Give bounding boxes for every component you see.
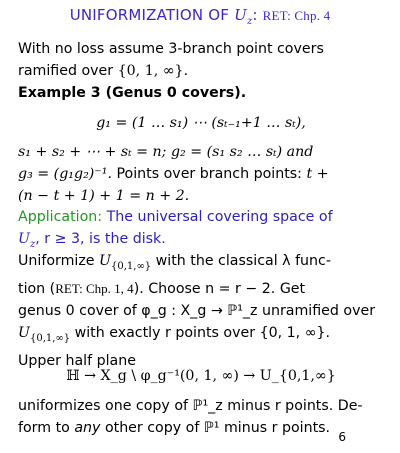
title-math: $U_z$ <box>234 6 253 27</box>
application-line-2: $U_z$, r ≥ 3, is the disk. <box>18 231 166 250</box>
closing-paragraph <box>18 395 384 439</box>
uniformize-line-1: Uniformize $U_{\{0,1,\infty\}}$ with the classical λ func- <box>18 253 331 272</box>
sum-line: s₁ + s₂ + ⋯ + sₜ = n; g₂ = (s₁ s₂ … sₜ) and <box>18 144 314 160</box>
slide-title: UNIFORMIZATION OF $U_z$: RET: Chp. 4 <box>69 6 331 27</box>
example-body <box>18 141 384 207</box>
application-text: The universal covering space of <box>102 209 333 225</box>
equation-g1: g₁ = (1 … s₁) ⋯ (sₜ₋₁+1 … sₜ), <box>96 115 306 131</box>
title-text: UNIFORMIZATION OF <box>69 6 230 24</box>
title-reference: RET: Chp. 4 <box>262 8 331 23</box>
application-label: Application: <box>18 209 103 225</box>
closing-line-1: uniformizes one copy of ℙ¹_z minus r points. De- <box>18 398 363 414</box>
intro-line-1: With no loss assume 3-branch point covers <box>18 41 324 57</box>
upper-half-plane-label: Upper half plane <box>18 352 136 369</box>
uniformize-paragraph <box>18 250 384 372</box>
application-paragraph <box>18 206 384 256</box>
page-number: 6 <box>338 430 346 444</box>
closing-line-2: form to any other copy of ℙ¹ minus r points. <box>18 420 331 436</box>
g3-line: g₃ = (g₁g₂)⁻¹. Points over branch points: t + <box>18 166 329 182</box>
intro-paragraph <box>18 38 384 104</box>
uniformize-line-2: tion (RET: Chp. 1, 4). Choose n = r − 2. Get <box>18 280 306 297</box>
display-equation: ℍ → X_g \ φ_g⁻¹(0, 1, ∞) → U_{0,1,∞} <box>66 368 336 384</box>
uniformize-line-3: genus 0 cover of φ_g : X_g → ℙ¹_z unramified over <box>18 302 376 319</box>
uniformize-line-4: $U_{\{0,1,\infty\}}$ with exactly r points over {0, 1, ∞}. <box>18 324 331 344</box>
intro-line-2: ramified over {0, 1, ∞}. <box>18 63 189 79</box>
count-line: (n − t + 1) + 1 = n + 2. <box>18 188 190 204</box>
example-heading: Example 3 (Genus 0 covers). <box>18 85 247 101</box>
